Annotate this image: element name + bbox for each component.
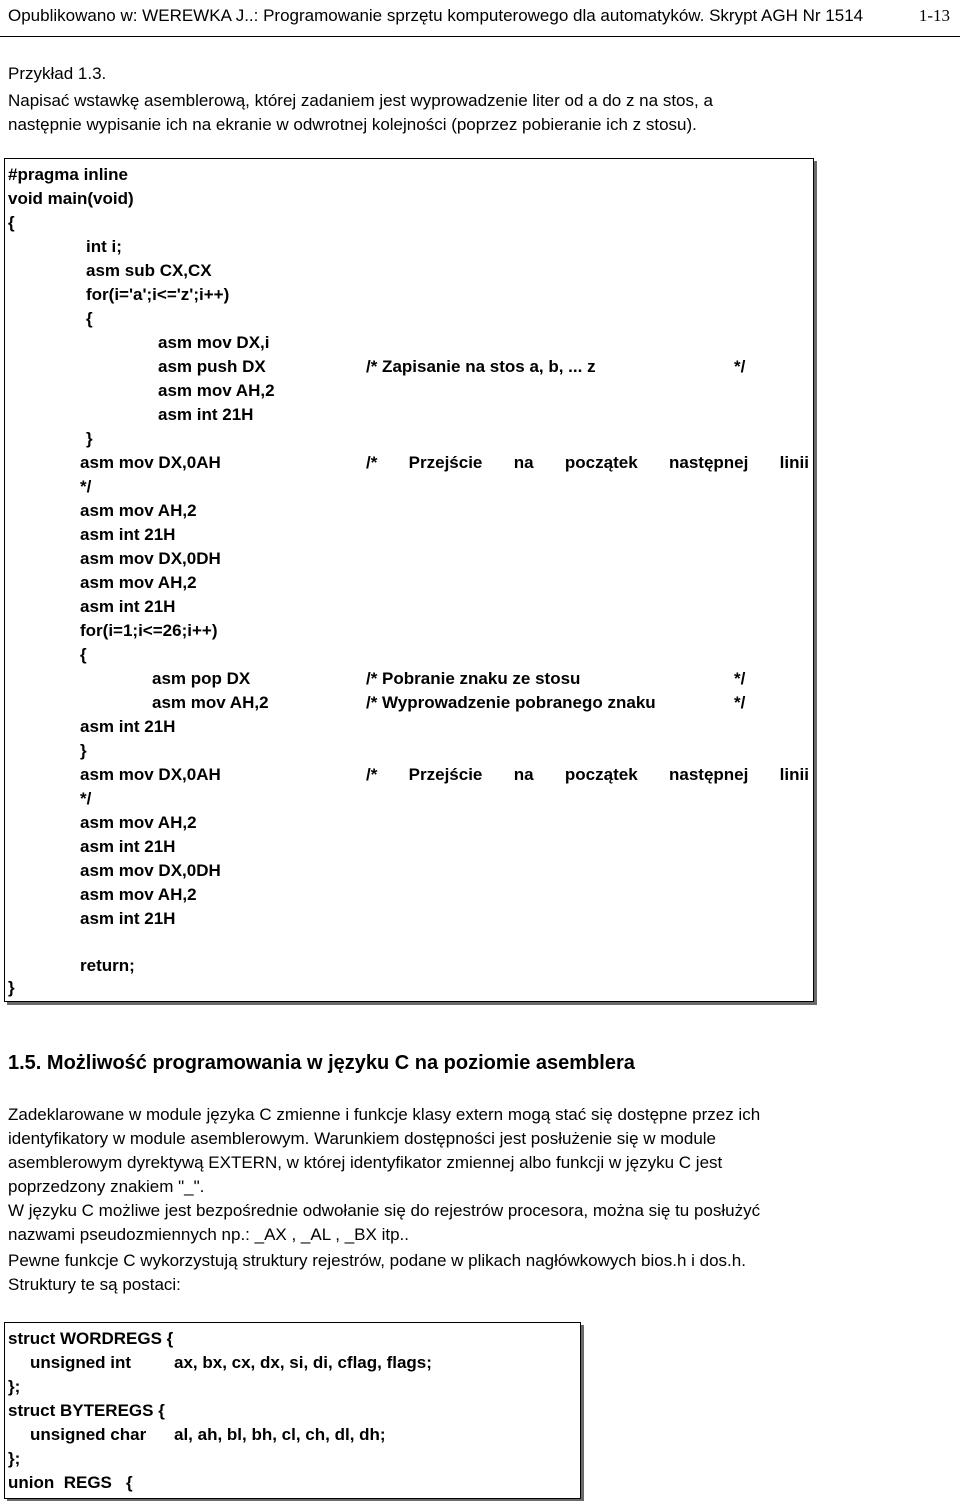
code-line: { (8, 213, 15, 232)
code-line: } (8, 978, 15, 997)
comment-word: na (513, 453, 534, 472)
code-line: asm int 21H (80, 909, 176, 928)
code-comment: /* Zapisanie na stos a, b, ... z (366, 357, 596, 376)
paragraph-line: poprzedzony znakiem "_". (8, 1177, 205, 1196)
code-line: unsigned char (30, 1425, 147, 1444)
code-line: asm int 21H (80, 837, 176, 856)
code-line: } (86, 429, 93, 448)
paragraph-line: identyfikatory w module asemblerowym. Warunkiem dostępności jest posłużenie się w module (8, 1129, 717, 1148)
page-header (0, 0, 960, 38)
code-line: } (80, 741, 87, 760)
comment-word: linii (779, 765, 809, 784)
code-line: asm push DX (158, 357, 266, 376)
comment-word: następnej (668, 765, 749, 784)
code-line: }; (8, 1377, 21, 1396)
code-comment-end: */ (734, 357, 746, 376)
example-desc-line-1: Napisać wstawkę asemblerową, której zadaniem jest wyprowadzenie liter od a do z na stos, a (8, 91, 713, 110)
code-line: asm sub CX,CX (86, 261, 212, 280)
code-line: */ (80, 477, 92, 496)
code-line: */ (80, 789, 92, 808)
code-line: }; (8, 1449, 21, 1468)
comment-word: Przejście (408, 765, 483, 784)
code-line: asm int 21H (80, 717, 176, 736)
code-line: struct WORDREGS { (8, 1329, 174, 1348)
code-line: asm mov AH,2 (80, 573, 197, 592)
comment-word: na (513, 765, 534, 784)
code-comment-end: */ (734, 669, 746, 688)
code-line: asm mov AH,2 (80, 813, 197, 832)
code-line: asm mov AH,2 (158, 381, 275, 400)
paragraph-line: asemblerowym dyrektywą EXTERN, w której identyfikator zmiennej albo funkcji w języku C jest (8, 1153, 723, 1172)
paragraph-line: Zadeklarowane w module języka C zmienne i funkcje klasy extern mogą stać się dostępne przez ich (8, 1105, 761, 1124)
code-line: asm mov AH,2 (80, 885, 197, 904)
example-desc-line-2: następnie wypisanie ich na ekranie w odwrotnej kolejności (poprzez pobieranie ich z stosu). (8, 115, 697, 134)
page-number: 1-13 (918, 6, 950, 25)
code-line: asm mov DX,0AH (80, 453, 221, 472)
code-comment-end: */ (734, 693, 746, 712)
code-line: ax, bx, cx, dx, si, di, cflag, flags; (174, 1353, 432, 1372)
code-line: int i; (86, 237, 122, 256)
comment-word: Przejście (408, 453, 483, 472)
code-comment-justified (366, 763, 809, 787)
paragraph-line: Struktury te są postaci: (8, 1275, 181, 1294)
comment-word: /* (366, 453, 378, 472)
code-line: asm int 21H (80, 525, 176, 544)
code-line: return; (80, 956, 135, 975)
code-line: struct BYTEREGS { (8, 1401, 165, 1420)
code-line: asm mov AH,2 (152, 693, 269, 712)
comment-word: linii (779, 453, 809, 472)
paragraph-line: nazwami pseudozmiennych np.: _AX , _AL , _BX itp.. (8, 1225, 409, 1244)
code-line: { (80, 645, 87, 664)
paragraph-line: W języku C możliwe jest bezpośrednie odwołanie się do rejestrów procesora, można się tu posłużyć (8, 1201, 761, 1220)
code-line: { (86, 309, 93, 328)
code-line: asm mov DX,0DH (80, 861, 221, 880)
code-line: asm mov DX,0AH (80, 765, 221, 784)
comment-word: /* (366, 765, 378, 784)
comment-word: początek (564, 453, 638, 472)
code-line: asm int 21H (80, 597, 176, 616)
code-line: for(i='a';i<='z';i++) (86, 285, 230, 304)
paragraph-line: Pewne funkcje C wykorzystują struktury rejestrów, podane w plikach nagłówkowych bios.h i dos.h. (8, 1251, 746, 1270)
code-line: void main(void) (8, 189, 134, 208)
code-line: asm mov AH,2 (80, 501, 197, 520)
code-line: #pragma inline (8, 165, 128, 184)
code-line: asm pop DX (152, 669, 251, 688)
code-line: asm mov DX,i (158, 333, 270, 352)
comment-word: następnej (668, 453, 749, 472)
code-line: union REGS { (8, 1473, 133, 1492)
code-comment: /* Wyprowadzenie pobranego znaku (366, 693, 656, 712)
section-heading: 1.5. Możliwość programowania w języku C na poziomie asemblera (8, 1052, 635, 1074)
code-line: asm int 21H (158, 405, 254, 424)
code-comment: /* Pobranie znaku ze stosu (366, 669, 581, 688)
comment-word: początek (564, 765, 638, 784)
code-line: for(i=1;i<=26;i++) (80, 621, 218, 640)
header-text: Opublikowano w: WEREWKA J..: Programowanie sprzętu komputerowego dla automatyków. Skrypt AGH Nr 1514 (8, 6, 864, 25)
code-line: asm mov DX,0DH (80, 549, 221, 568)
header-rule (0, 36, 960, 37)
example-title: Przykład 1.3. (8, 64, 107, 83)
code-line: al, ah, bl, bh, cl, ch, dl, dh; (174, 1425, 386, 1444)
code-line: unsigned int (30, 1353, 132, 1372)
code-comment-justified (366, 451, 809, 475)
